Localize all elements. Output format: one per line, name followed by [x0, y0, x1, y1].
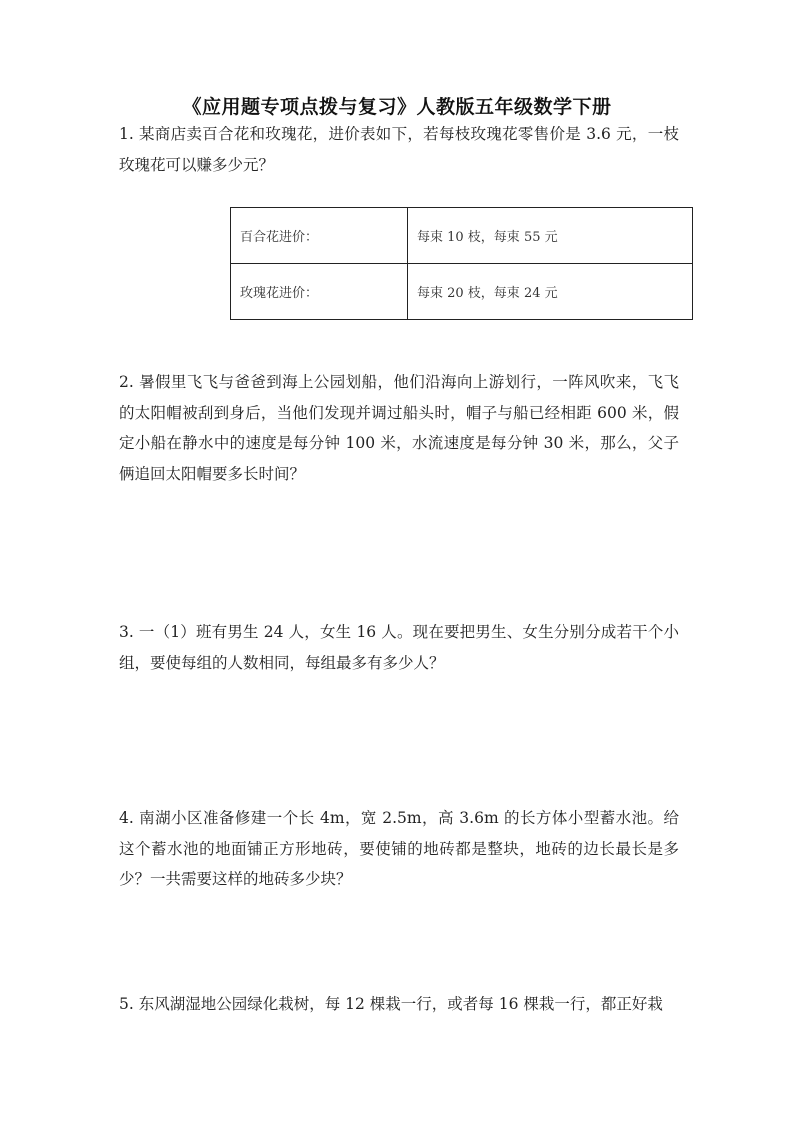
table-cell-value: 每束 10 枝，每束 55 元	[408, 208, 693, 264]
page-title: 《应用题专项点拨与复习》人教版五年级数学下册	[182, 96, 612, 118]
table-cell-value: 每束 20 枝，每束 24 元	[408, 264, 693, 320]
table-cell-label: 玫瑰花进价：	[231, 264, 408, 320]
question-5: 5. 东风湖湿地公园绿化栽树，每 12 棵栽一行，或者每 16 棵栽一行，都正好栽	[119, 995, 663, 1013]
table-cell-label: 百合花进价：	[231, 208, 408, 264]
price-table	[230, 207, 693, 320]
table-row	[231, 264, 693, 320]
question-1: 1. 某商店卖百合花和玫瑰花，进价表如下，若每枝玫瑰花零售价是 3.6 元，一枝玫瑰花可以赚多少元？	[119, 125, 679, 174]
question-3: 3. 一（1）班有男生 24 人，女生 16 人。现在要把男生、女生分别分成若干个小组，要使每组的人数相同，每组最多有多少人？	[119, 623, 679, 672]
question-2: 2. 暑假里飞飞与爸爸到海上公园划船，他们沿海向上游划行，一阵风吹来，飞飞的太阳帽被刮到身后，当他们发现并调过船头时，帽子与船已经相距 600 米，假定小船在静水中的速度是每分钟 100 米，水流速度是每分钟 30 米，那么，父子俩追回太阳帽要多长时间？	[119, 373, 679, 483]
question-4: 4. 南湖小区准备修建一个长 4m，宽 2.5m，高 3.6m 的长方体小型蓄水池。给这个蓄水池的地面铺正方形地砖，要使铺的地砖都是整块，地砖的边长最长是多少？一共需要这样的地砖多少块？	[119, 809, 679, 888]
table-row	[231, 208, 693, 264]
